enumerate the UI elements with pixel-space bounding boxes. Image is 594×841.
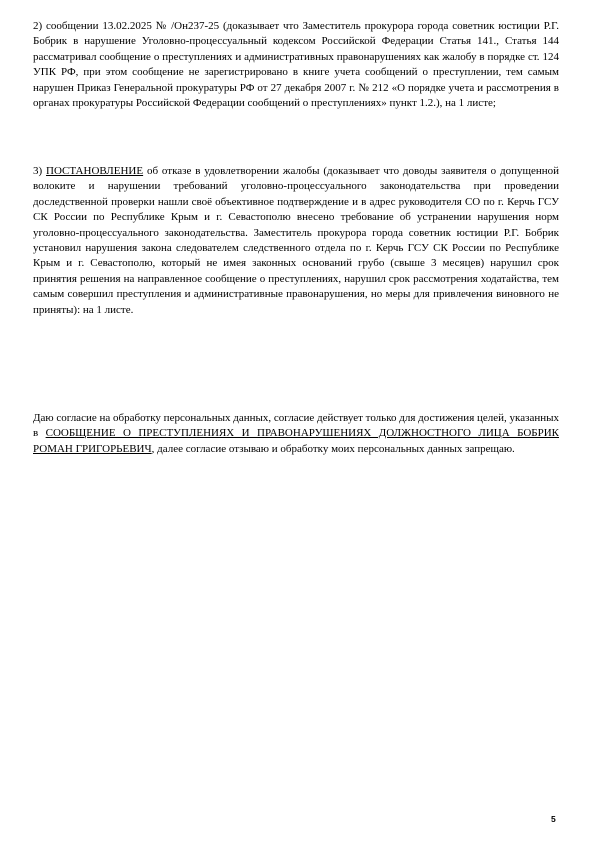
list-item-3 (33, 164, 559, 318)
item-text: об отказе в удовлетворении жалобы (доказывает что доводы заявителя о допущенной волоките и нарушении требований уголовно-процессуального законодательства при проведении доследственной проверки нашли своё объективное подтверждение и в адрес руководителя СО по г. Керчь ГСУ СК России по Республике Крым и г. Севастополю внесено требование об устранении нарушения норм уголовно-процессуального законодательства. Заместитель прокурора города советник юстиции Р.Г. Бобрик установил нарушения закона следователем следственного отдела по г. Керчь ГСУ СК России по Республике Крым и г. Севастополю, который не имея законных оснований грубо (свыше 3 месяцев) нарушил срок принятия решения на направленное сообщение о преступлениях, нарушил срок рассмотрения ходатайства, тем самым совершил преступления и административные правонарушения, но меры для привлечения виновного не приняты): на 1 листе. (33, 165, 559, 316)
item-title: ПОСТАНОВЛЕНИЕ (46, 165, 144, 177)
list-item-number: 3) (33, 165, 43, 177)
consent-intro: Даю согласие на обработку персональных данных, согласие действует только для достижения целей, указанных в (33, 412, 559, 440)
page-number: 5 (551, 814, 556, 824)
list-item-2: 2) сообщении 13.02.2025 № /Он237-25 (доказывает что Заместитель прокурора города советник юстиции Р.Г. Бобрик в нарушение Уголовно-процессуальный кодексом Российской Федерации Статья 141., Статья 144 рассматривал сообщение о преступлениях и административных правонарушениях как жалобу в порядке ст. 124 УПК РФ, при этом сообщение не зарегистрировано в книге учета сообщений о преступлении, тем самым нарушен Приказ Генеральной прокуратуры РФ от 27 декабря 2007 г. № 212 «О порядке учета и рассмотрения в органах прокуратуры Российской Федерации сообщений о преступлениях» пункт 1.2.), на 1 листе; (33, 20, 559, 110)
consent-document-title: СООБЩЕНИЕ О ПРЕСТУПЛЕНИЯХ И ПРАВОНАРУШЕНИЯХ ДОЛЖНОСТНОГО ЛИЦА БОБРИК РОМАН ГРИГОРЬЕВИЧ (33, 427, 559, 455)
consent-outro: , далее согласие отзываю и обработку моих персональных данных запрещаю. (151, 442, 515, 455)
consent-paragraph (33, 411, 559, 457)
